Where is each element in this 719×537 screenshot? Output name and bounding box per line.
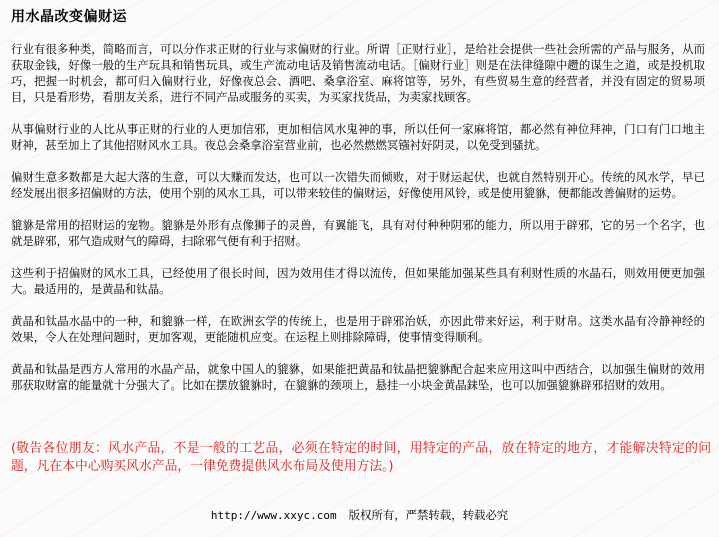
paragraph-citrine: 黄晶和钛晶水晶中的一种，和貔貅一样，在欧洲玄学的传统上，也是用于辟邪治妖，亦因此带来好运，利于财帛。这类水晶有冷静神经的效果，令人在处理问题时，更加客观，更能随机应变。在运程上则排除障碍，使事情变得顺利。 (11, 314, 705, 344)
notice-text: (敬告各位朋友：风水产品，不是一般的工艺品，必须在特定的时间，用特定的产品，放在特定的地方，才能解决特定的问题，凡在本中心购买风水产品，一律免费提供风水布局及使用方法。) (11, 441, 711, 474)
paragraph-crystal-tools: 这些利于招偏财的风水工具，已经使用了很长时间，因为效用佳才得以流传，但如果能加强某些具有利财性质的水晶石，则效用便更加强大。最适用的，是黄晶和钛晶。 (11, 266, 705, 296)
article-title: 用水晶改变偏财运 (11, 9, 127, 25)
paragraph-fortune-methods: 偏财生意多数都是大起大落的生意，可以大赚而发达，也可以一次错失而倾败，对于财运起伏，也就自然特别开心。传统的风水学，早已经发展出很多招偏财的方法，使用个别的风水工具，可以带来较佳的偏财运，好像使用风铃，或是使用貔貅，便都能改善偏财的运势。 (11, 170, 705, 200)
paragraph-superstition: 从事偏财行业的人比从事正财的行业的人更加信邪，更加相信风水鬼神的事，所以任何一家麻将馆，都必然有神位拜神，门口有门口地主财神，甚至加上了其他招财风水工具。夜总会桑拿浴室营业前，也必然燃燃冥镪衬好阴灵，以免受到骚扰。 (11, 122, 705, 152)
footer-url-link[interactable]: http://www.xxyc.com (210, 509, 337, 522)
article-body (11, 41, 705, 409)
paragraph-combination: 黄晶和钛晶是西方人常用的水晶产品，就象中国人的貔貅，如果能把黄晶和钛晶把貔貅配合起来应用这叫中西结合，以加强生偏财的效用那获取财富的能量就十分强大了。比如在摆放貔貅时，在貔貅的颈项上，悬挂一小块金黄晶銇坠，也可以加强貔貅辟邪招财的效用。 (11, 362, 705, 392)
page-footer (0, 507, 719, 524)
paragraph-intro: 行业有很多种类，简略而言，可以分作求正财的行业与求偏财的行业。所谓［正财行业］，是给社会提供一些社会所需的产品与服务，从而获取金钱，好像一般的生产玩具和销售玩具，或生产流动电话及销售流动电话。［偏财行业］则是在法律缝隙中趱的谋生之道，或是投机取巧，把握一时机会，都可归入偏财行业，好像夜总会、酒吧、桑拿浴室、麻将馆等，另外，有些贸易生意的经营者，并没有固定的贸易项目，只是看形势，看朋友关系，进行不同产品或服务的买卖，为买家找货品，为卖家找顾客。 (11, 42, 705, 104)
paragraph-pixiu: 貔貅是常用的招财运的宠物。貔貅是外形有点像狮子的灵兽，有翼能飞，具有对付种种阴邪的能力，所以用于辟邪，它的另一个名字，也就是辟邪，邪气造成财气的障碍，扫除邪气便有利于招财。 (11, 218, 705, 248)
footer-copyright: 版权所有，严禁转载，转载必究 (348, 508, 509, 522)
